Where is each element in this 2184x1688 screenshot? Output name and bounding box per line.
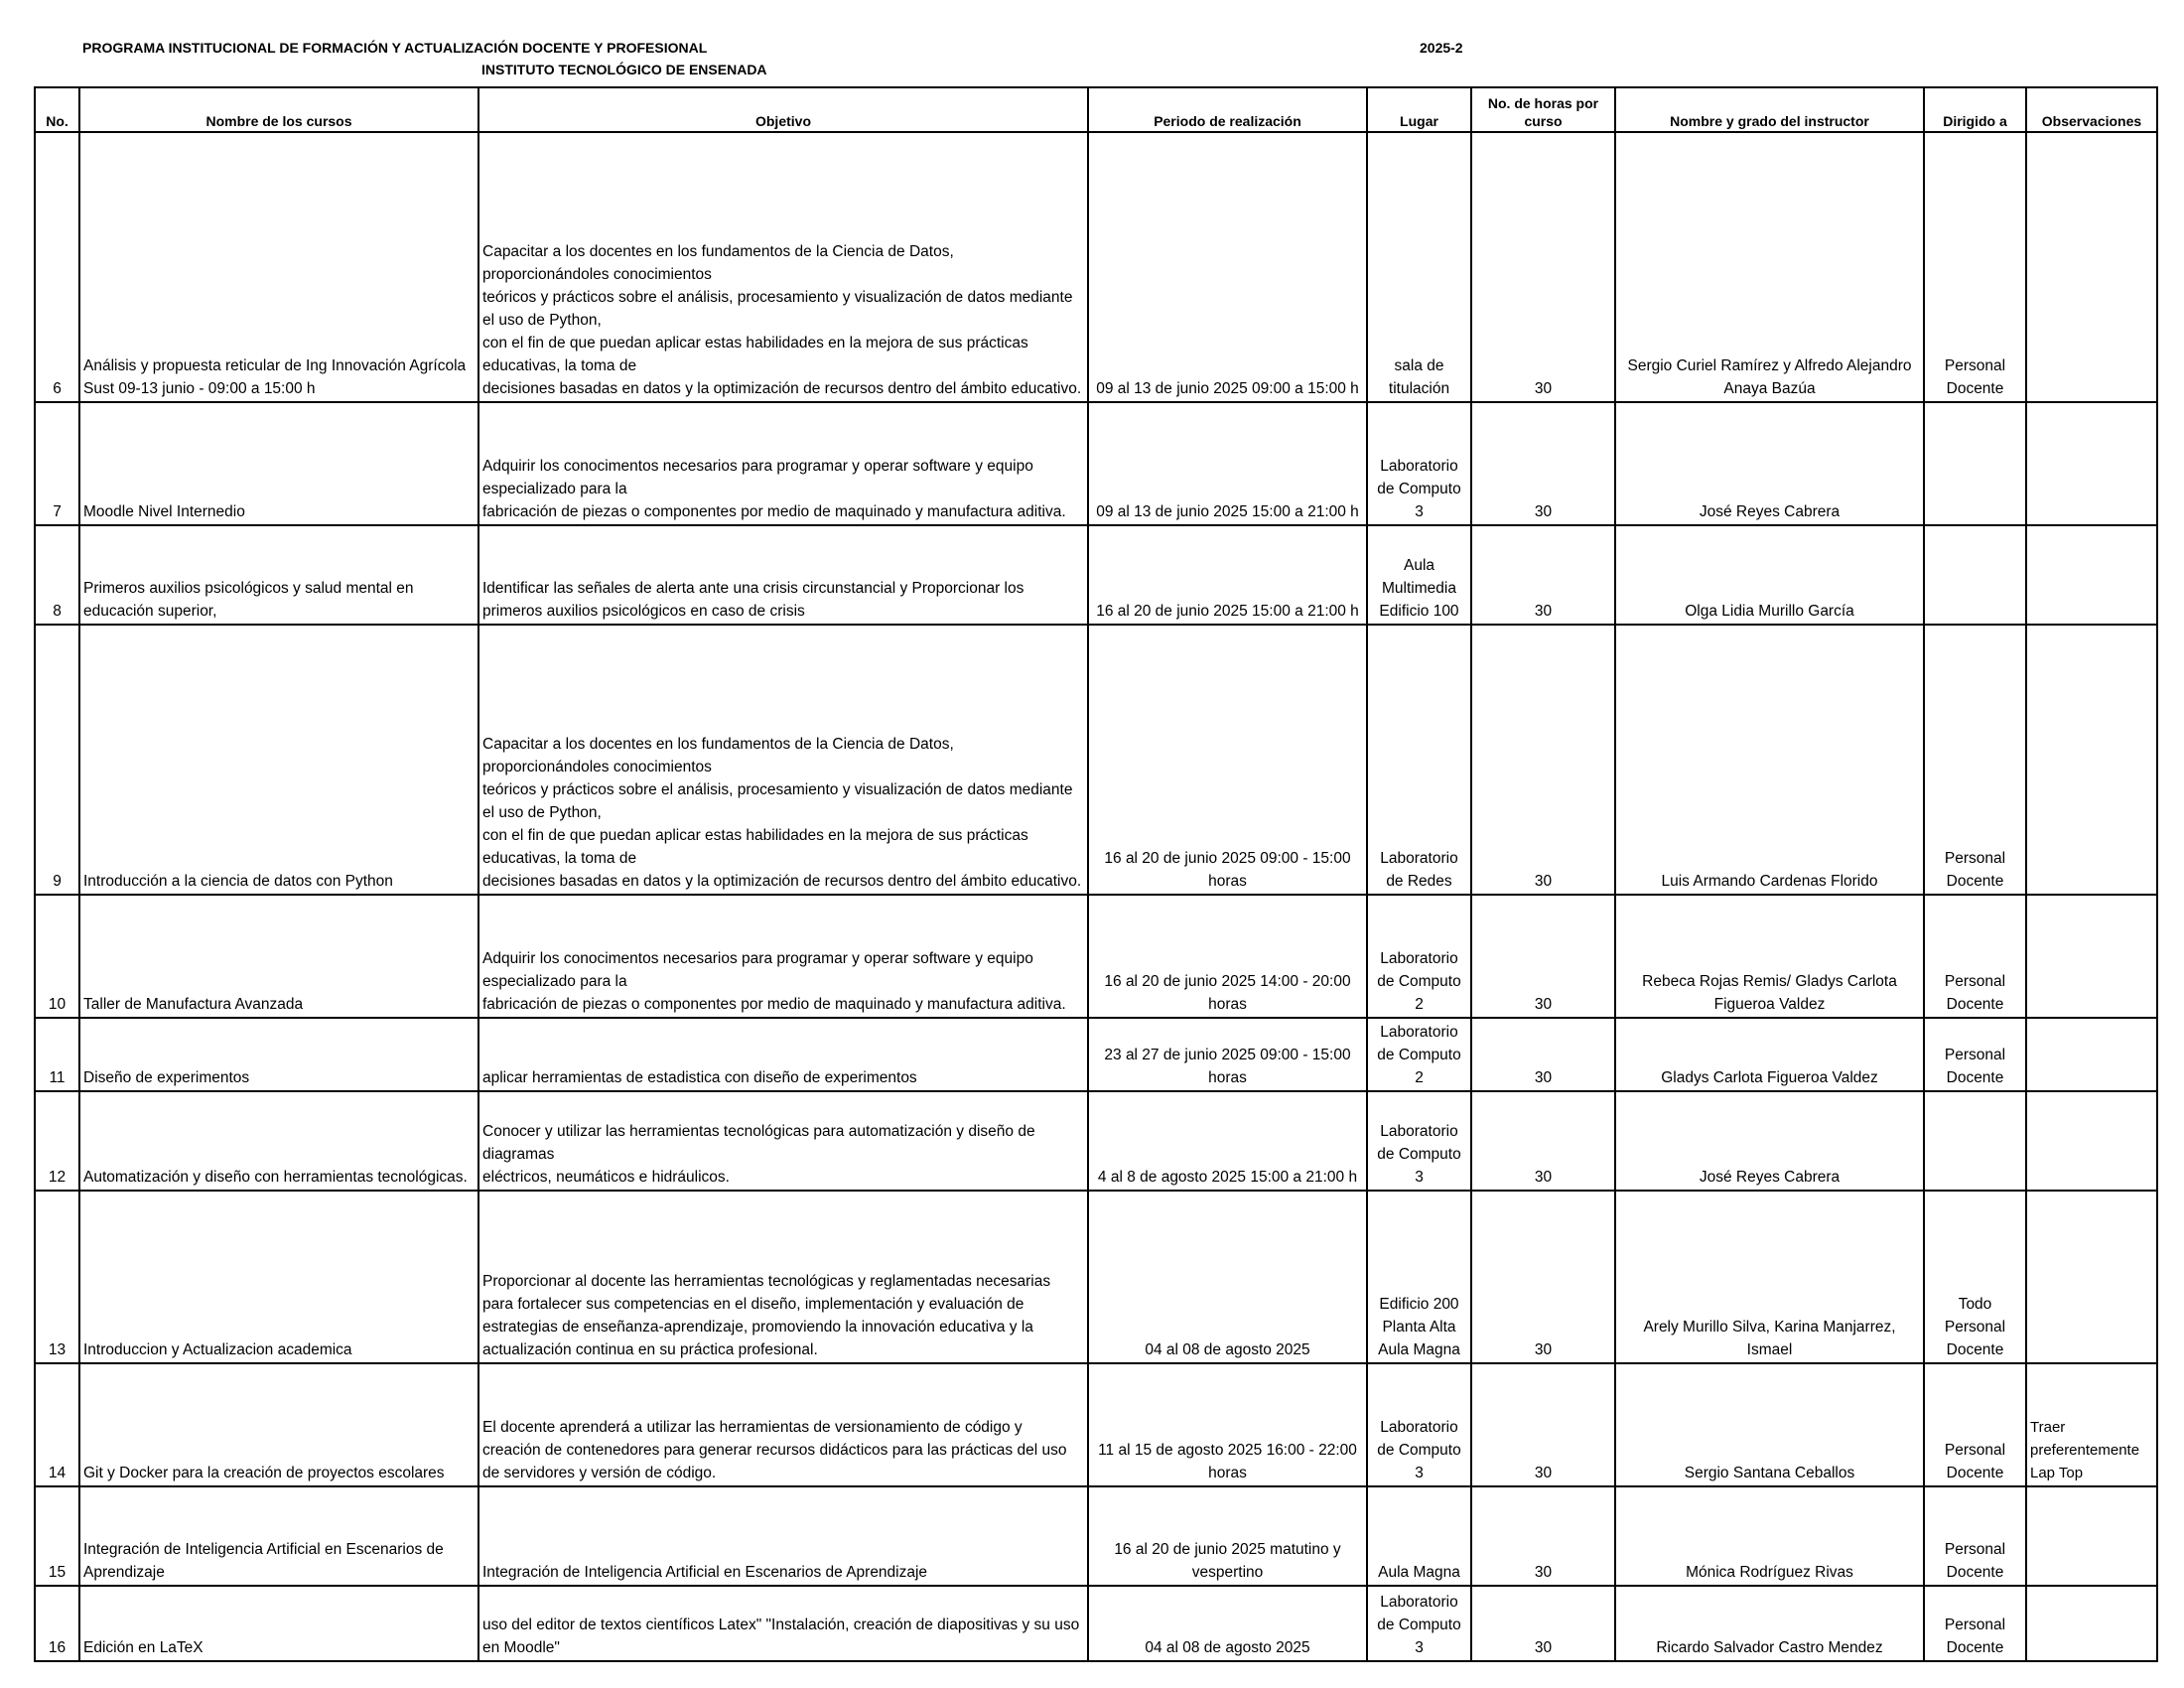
course-audience: Personal Docente [1924,1486,2026,1586]
course-objective: Capacitar a los docentes en los fundamentos de la Ciencia de Datos, proporcionándoles conocimientos teóricos y prácticos sobre el análisis, procesamiento y visualización de datos mediante el uso de Python, con el fin de que puedan aplicar estas habilidades en la mejora de sus prácticas educativas, la toma de decisiones basadas en datos y la optimización de recursos dentro del ámbito educativo. [478,132,1088,402]
course-observations [2026,1191,2157,1363]
course-name: Automatización y diseño con herramientas tecnológicas. [79,1091,478,1191]
course-instructor: Sergio Santana Ceballos [1615,1363,1924,1486]
course-place: Laboratorio de Redes [1367,625,1471,895]
course-place: Laboratorio de Computo 3 [1367,1363,1471,1486]
course-number: 6 [35,132,79,402]
course-hours: 30 [1471,1363,1615,1486]
course-objective: Proporcionar al docente las herramientas tecnológicas y reglamentadas necesarias para fortalecer sus competencias en el diseño, implementación y evaluación de estrategias de enseñanza-aprendizaje, promoviendo la innovación educativa y la actualización continua en su práctica profesional. [478,1191,1088,1363]
course-period: 09 al 13 de junio 2025 09:00 a 15:00 h [1088,132,1367,402]
course-hours: 30 [1471,1091,1615,1191]
course-audience: Todo Personal Docente [1924,1191,2026,1363]
course-hours: 30 [1471,895,1615,1018]
course-hours: 30 [1471,1586,1615,1661]
course-hours: 30 [1471,625,1615,895]
course-audience: Personal Docente [1924,1363,2026,1486]
course-place: Laboratorio de Computo 2 [1367,1018,1471,1091]
col-header-hours: No. de horas por curso [1471,87,1615,132]
table-row [35,1091,2157,1191]
course-number: 14 [35,1363,79,1486]
table-row [35,132,2157,402]
course-name: Diseño de experimentos [79,1018,478,1091]
col-header-period: Periodo de realización [1088,87,1367,132]
col-header-objective: Objetivo [478,87,1088,132]
course-name: Edición en LaTeX [79,1586,478,1661]
course-place: Laboratorio de Computo 3 [1367,402,1471,525]
course-instructor: Ricardo Salvador Castro Mendez [1615,1586,1924,1661]
course-observations [2026,525,2157,625]
table-row [35,402,2157,525]
course-period: 04 al 08 de agosto 2025 [1088,1191,1367,1363]
course-objective: uso del editor de textos científicos Latex" "Instalación, creación de diapositivas y su uso en Moodle" [478,1586,1088,1661]
course-instructor: Luis Armando Cardenas Florido [1615,625,1924,895]
course-instructor: Mónica Rodríguez Rivas [1615,1486,1924,1586]
course-number: 9 [35,625,79,895]
course-name: Moodle Nivel Internedio [79,402,478,525]
course-period: 04 al 08 de agosto 2025 [1088,1586,1367,1661]
course-hours: 30 [1471,1486,1615,1586]
course-audience [1924,402,2026,525]
course-audience: Personal Docente [1924,132,2026,402]
course-period: 16 al 20 de junio 2025 14:00 - 20:00 horas [1088,895,1367,1018]
course-audience: Personal Docente [1924,895,2026,1018]
courses-table [34,86,2158,1662]
course-hours: 30 [1471,1191,1615,1363]
course-instructor: Rebeca Rojas Remis/ Gladys Carlota Figueroa Valdez [1615,895,1924,1018]
course-period: 11 al 15 de agosto 2025 16:00 - 22:00 horas [1088,1363,1367,1486]
course-observations: Traer preferentemente Lap Top [2026,1363,2157,1486]
course-objective: Adquirir los conocimentos necesarios para programar y operar software y equipo especializado para la fabricación de piezas o componentes por medio de maquinado y manufactura aditiva. [478,895,1088,1018]
col-header-no: No. [35,87,79,132]
col-header-instructor: Nombre y grado del instructor [1615,87,1924,132]
course-name: Análisis y propuesta reticular de Ing Innovación Agrícola Sust 09-13 junio - 09:00 a 15:00 h [79,132,478,402]
course-observations [2026,1586,2157,1661]
course-objective: Identificar las señales de alerta ante una crisis circunstancial y Proporcionar los primeros auxilios psicológicos en caso de crisis [478,525,1088,625]
course-place: Aula Multimedia Edificio 100 [1367,525,1471,625]
course-place: Laboratorio de Computo 3 [1367,1586,1471,1661]
course-place: Aula Magna [1367,1486,1471,1586]
course-period: 23 al 27 de junio 2025 09:00 - 15:00 horas [1088,1018,1367,1091]
course-objective: Adquirir los conocimentos necesarios para programar y operar software y equipo especializado para la fabricación de piezas o componentes por medio de maquinado y manufactura aditiva. [478,402,1088,525]
course-instructor: José Reyes Cabrera [1615,402,1924,525]
course-hours: 30 [1471,132,1615,402]
course-observations [2026,1018,2157,1091]
course-audience: Personal Docente [1924,625,2026,895]
course-objective: aplicar herramientas de estadistica con diseño de experimentos [478,1018,1088,1091]
col-header-observations: Observaciones [2026,87,2157,132]
course-instructor: Sergio Curiel Ramírez y Alfredo Alejandro Anaya Bazúa [1615,132,1924,402]
course-observations [2026,1486,2157,1586]
table-row [35,1363,2157,1486]
table-row [35,1191,2157,1363]
course-objective: Capacitar a los docentes en los fundamentos de la Ciencia de Datos, proporcionándoles conocimientos teóricos y prácticos sobre el análisis, procesamiento y visualización de datos mediante el uso de Python, con el fin de que puedan aplicar estas habilidades en la mejora de sus prácticas educativas, la toma de decisiones basadas en datos y la optimización de recursos dentro del ámbito educativo. [478,625,1088,895]
program-title: PROGRAMA INSTITUCIONAL DE FORMACIÓN Y ACTUALIZACIÓN DOCENTE Y PROFESIONAL [82,40,708,56]
course-period: 16 al 20 de junio 2025 09:00 - 15:00 horas [1088,625,1367,895]
course-name: Git y Docker para la creación de proyectos escolares [79,1363,478,1486]
course-hours: 30 [1471,402,1615,525]
course-period: 16 al 20 de junio 2025 matutino y vespertino [1088,1486,1367,1586]
course-objective: El docente aprenderá a utilizar las herramientas de versionamiento de código y creación de contenedores para generar recursos didácticos para las prácticas del uso de servidores y versión de código. [478,1363,1088,1486]
period-label: 2025-2 [1420,40,1463,56]
course-number: 10 [35,895,79,1018]
col-header-audience: Dirigido a [1924,87,2026,132]
course-observations [2026,1091,2157,1191]
course-name: Taller de Manufactura Avanzada [79,895,478,1018]
course-instructor: Olga Lidia Murillo García [1615,525,1924,625]
course-audience: Personal Docente [1924,1586,2026,1661]
course-name: Integración de Inteligencia Artificial en Escenarios de Aprendizaje [79,1486,478,1586]
course-observations [2026,132,2157,402]
course-audience: Personal Docente [1924,1018,2026,1091]
course-hours: 30 [1471,525,1615,625]
course-place: Laboratorio de Computo 2 [1367,895,1471,1018]
course-number: 12 [35,1091,79,1191]
course-name: Introducción a la ciencia de datos con Python [79,625,478,895]
col-header-course-name: Nombre de los cursos [79,87,478,132]
course-instructor: Arely Murillo Silva, Karina Manjarrez, Ismael [1615,1191,1924,1363]
table-row [35,895,2157,1018]
course-number: 13 [35,1191,79,1363]
course-audience [1924,1091,2026,1191]
course-audience [1924,525,2026,625]
table-row [35,1486,2157,1586]
course-name: Introduccion y Actualizacion academica [79,1191,478,1363]
course-number: 11 [35,1018,79,1091]
table-header-row [35,87,2157,132]
course-observations [2026,895,2157,1018]
table-row [35,525,2157,625]
table-row [35,625,2157,895]
course-instructor: José Reyes Cabrera [1615,1091,1924,1191]
course-instructor: Gladys Carlota Figueroa Valdez [1615,1018,1924,1091]
table-row [35,1018,2157,1091]
course-name: Primeros auxilios psicológicos y salud mental en educación superior, [79,525,478,625]
course-place: Laboratorio de Computo 3 [1367,1091,1471,1191]
course-period: 4 al 8 de agosto 2025 15:00 a 21:00 h [1088,1091,1367,1191]
course-objective: Conocer y utilizar las herramientas tecnológicas para automatización y diseño de diagramas eléctricos, neumáticos e hidráulicos. [478,1091,1088,1191]
course-place: Edificio 200 Planta Alta Aula Magna [1367,1191,1471,1363]
course-observations [2026,402,2157,525]
table-row [35,1586,2157,1661]
course-place: sala de titulación [1367,132,1471,402]
course-objective: Integración de Inteligencia Artificial en Escenarios de Aprendizaje [478,1486,1088,1586]
course-number: 16 [35,1586,79,1661]
course-period: 09 al 13 de junio 2025 15:00 a 21:00 h [1088,402,1367,525]
course-period: 16 al 20 de junio 2025 15:00 a 21:00 h [1088,525,1367,625]
col-header-place: Lugar [1367,87,1471,132]
course-number: 7 [35,402,79,525]
course-number: 8 [35,525,79,625]
institute-title: INSTITUTO TECNOLÓGICO DE ENSENADA [481,62,767,77]
course-number: 15 [35,1486,79,1586]
course-observations [2026,625,2157,895]
course-hours: 30 [1471,1018,1615,1091]
